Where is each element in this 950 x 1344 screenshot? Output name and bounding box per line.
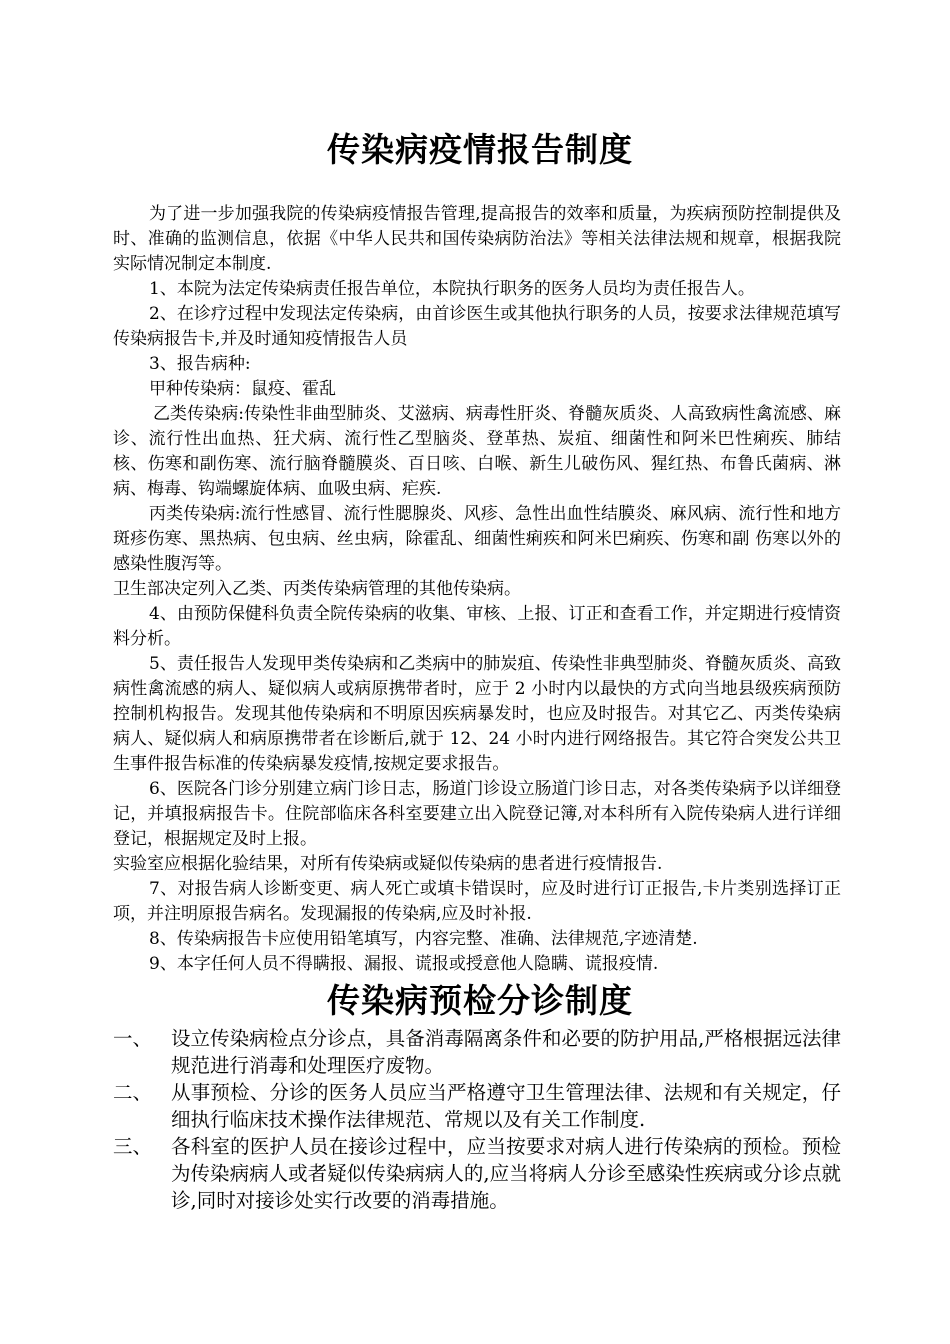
triage-list [113,1025,841,1214]
list-item-text: 各科室的医护人员在接诊过程中，应当按要求对病人进行传染病的预检。预检为传染病病人或者疑似传染病病人的,应当将病人分诊至感染性疾病或分诊点就诊,同时对接诊处实行改要的消毒措施。 [171,1135,841,1212]
triage-system-title: 传染病预检分诊制度 [327,981,633,1020]
clause-3: 3、报告病种: [149,354,251,374]
intro-paragraph: 为了进一步加强我院的传染病疫情报告管理,提高报告的效率和质量，为疾病预防控制提供及时、准确的监测信息，依据《中华人民共和国传染病防治法》等相关法律法规和规章，根据我院实际情况制定本制度. [113,204,841,274]
clause-2: 2、在诊疗过程中发现法定传染病，由首诊医生或其他执行职务的人员，按要求法律规范填写传染病报告卡,并及时通知疫情报告人员 [113,304,841,349]
list-item [113,1133,841,1214]
list-item [113,1079,841,1133]
clause-4: 4、由预防保健科负责全院传染病的收集、审核、上报、订正和查看工作，并定期进行疫情资料分析。 [113,604,841,649]
list-item-number: 二、 [113,1081,153,1104]
class-b-diseases: 乙类传染病:传染性非曲型肺炎、艾滋病、病毒性肝炎、脊髓灰质炎、人高致病性禽流感、麻诊、流行性出血热、狂犬病、流行性乙型脑炎、登革热、炭疽、细菌性和阿米巴性痢疾、肺结核、伤寒和副伤寒、流行脑脊髓膜炎、百日咳、白喉、新生儿破伤风、猩红热、布鲁氏菌病、淋病、梅毒、钩端螺旋体病、血吸虫病、疟疾. [113,404,841,499]
clause-7: 7、对报告病人诊断变更、病人死亡或填卡错误时，应及时进行订正报告,卡片类别选择订正项，并注明原报告病名。发现漏报的传染病,应及时补报. [113,879,841,924]
clause-6: 6、医院各门诊分别建立病门诊日志，肠道门诊设立肠道门诊日志，对各类传染病予以详细登记，并填报病报告卡。住院部临床各科室要建立出入院登记簿,对本科所有入院传染病人进行详细登记，根据规定及时上报。 [113,779,841,849]
lab-report-note: 实验室应根据化验结果，对所有传染病或疑似传染病的患者进行疫情报告. [113,854,663,874]
list-item-text: 设立传染病检点分诊点，具备消毒隔离条件和必要的防护用品,严格根据远法律规范进行消毒和处理医疗废物。 [171,1027,841,1077]
list-item [113,1025,841,1079]
report-system-title: 传染病疫情报告制度 [327,130,633,169]
clause-5: 5、责任报告人发现甲类传染病和乙类病中的肺炭疽、传染性非典型肺炎、脊髓灰质炎、高致病性禽流感的病人、疑似病人或病原携带者时，应于 2 小时内以最快的方式向当地县级疾病预防控制机构报告。发现其他传染病和不明原因疾病暴发时，也应及时报告。对其它乙、丙类传染病病人、疑似病人和病原携带者在诊断后,就于 12、24 小时内进行网络报告。其它符合突发公共卫生事件报告标准的传染病暴发疫情,按规定要求报告。 [113,654,841,774]
class-c-diseases: 丙类传染病:流行性感冒、流行性腮腺炎、风疹、急性出血性结膜炎、麻风病、流行性和地方斑疹伤寒、黑热病、包虫病、丝虫病，除霍乱、细菌性痢疾和阿米巴痢疾、伤寒和副 伤寒以外的感染性腹泻等。 [113,504,841,574]
list-item-text: 从事预检、分诊的医务人员应当严格遵守卫生管理法律、法规和有关规定，仔细执行临床技术操作法律规范、常规以及有关工作制度. [171,1081,841,1131]
document-page [113,128,841,1214]
class-a-diseases: 甲种传染病：鼠疫、霍乱 [149,379,336,399]
clause-8: 8、传染病报告卡应使用铅笔填写，内容完整、准确、法律规范,字迹清楚. [149,929,698,949]
list-item-number: 一、 [113,1027,153,1050]
other-diseases-note: 卫生部决定列入乙类、丙类传染病管理的其他传染病。 [113,579,521,599]
clause-1: 1、本院为法定传染病责任报告单位，本院执行职务的医务人员均为责任报告人。 [149,279,755,299]
list-item-number: 三、 [113,1135,153,1158]
clause-9: 9、本字任何人员不得瞒报、漏报、谎报或授意他人隐瞒、谎报疫情. [149,954,659,974]
